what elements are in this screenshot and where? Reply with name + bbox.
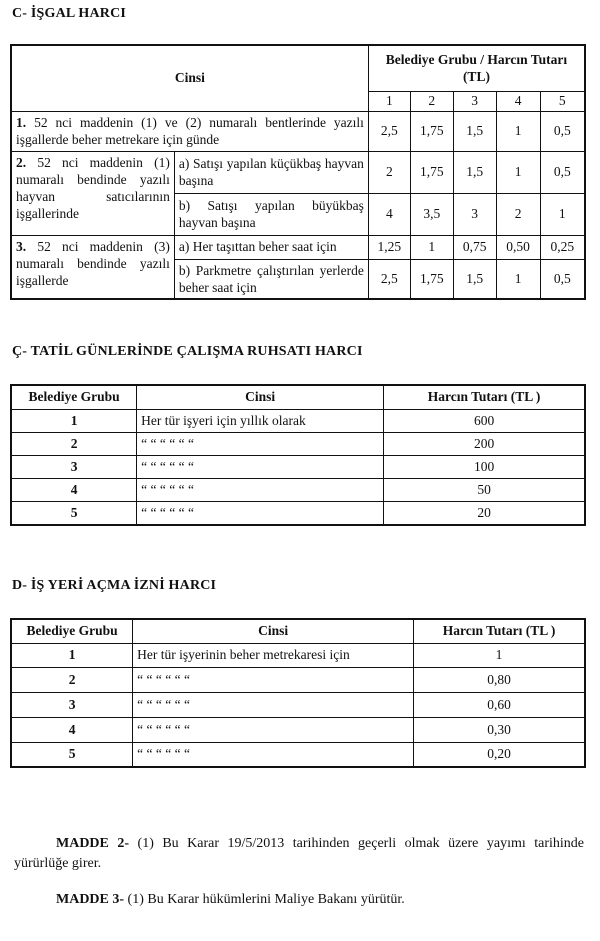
header-belediye-grubu: Belediye Grubu	[11, 385, 137, 409]
group-cell: 4	[11, 717, 133, 742]
row2b-value: 3,5	[410, 193, 453, 235]
madde-3-text: (1) Bu Karar hükümlerini Maliye Bakanı yürütür.	[124, 892, 405, 907]
madde-2-paragraph	[14, 834, 584, 874]
group-cell: 1	[11, 409, 137, 432]
table-row	[11, 455, 585, 478]
row2b-value: 3	[453, 193, 496, 235]
madde-2-text: (1) Bu Karar 19/5/2013 tarihinden geçerli olmak üzere yayımı tarihinde yürürlüğe girer.	[14, 836, 585, 871]
row2a-value: 0,5	[540, 151, 585, 193]
tatil-calisma-table	[10, 384, 586, 526]
header-harcin-tutari: Harcın Tutarı (TL )	[414, 619, 585, 643]
row3a-value: 0,50	[496, 235, 540, 259]
row3b-value: 1	[496, 259, 540, 299]
header-belediye-grubu: Belediye Grubu	[11, 619, 133, 643]
cinsi-cell: “ “ “ “ “ “	[137, 455, 384, 478]
group-number: 2	[410, 91, 453, 111]
cinsi-cell: “ “ “ “ “ “	[137, 432, 384, 455]
madde-3-label: MADDE 3-	[56, 892, 125, 907]
row1-value: 1,5	[453, 111, 496, 151]
is-yeri-acma-table	[10, 618, 586, 768]
table-row	[11, 667, 585, 692]
row2-sub-b: b) Satışı yapılan büyükbaş hayvan başına	[174, 193, 368, 235]
table-row	[11, 501, 585, 525]
group-number: 4	[496, 91, 540, 111]
header-cinsi: Cinsi	[11, 45, 368, 111]
group-cell: 3	[11, 455, 137, 478]
group-number: 5	[540, 91, 585, 111]
section-c2-title: Ç- TATİL GÜNLERİNDE ÇALIŞMA RUHSATI HARCI	[12, 344, 363, 359]
cinsi-cell: “ “ “ “ “ “	[137, 501, 384, 525]
row3a-value: 0,75	[453, 235, 496, 259]
row3b-value: 0,5	[540, 259, 585, 299]
amount-cell: 0,60	[414, 692, 585, 717]
row2a-value: 1,5	[453, 151, 496, 193]
row2-description	[11, 151, 174, 235]
group-number: 3	[453, 91, 496, 111]
madde-3-paragraph	[14, 890, 584, 910]
group-cell: 2	[11, 432, 137, 455]
section-c-title: C- İŞGAL HARCI	[12, 6, 127, 21]
row2b-value: 4	[368, 193, 410, 235]
row3b-value: 1,75	[410, 259, 453, 299]
table-row	[11, 432, 585, 455]
cinsi-cell: “ “ “ “ “ “	[133, 692, 414, 717]
table-row	[11, 478, 585, 501]
row2a-value: 1,75	[410, 151, 453, 193]
group-cell: 4	[11, 478, 137, 501]
row1-value: 0,5	[540, 111, 585, 151]
table-row	[11, 742, 585, 767]
row3-description	[11, 235, 174, 299]
cinsi-cell: “ “ “ “ “ “	[133, 717, 414, 742]
row1-text: 52 nci maddenin (1) ve (2) numaralı bentlerinde yazılı işgallerde beher metrekare için günde	[16, 115, 364, 147]
amount-cell: 100	[384, 455, 585, 478]
amount-cell: 600	[384, 409, 585, 432]
row3-number: 3.	[16, 238, 27, 254]
group-number: 1	[368, 91, 410, 111]
table-row	[11, 692, 585, 717]
table-row	[11, 717, 585, 742]
amount-cell: 200	[384, 432, 585, 455]
isgal-harci-table	[10, 44, 586, 300]
row2a-value: 1	[496, 151, 540, 193]
header-cinsi: Cinsi	[133, 619, 414, 643]
table-row	[11, 643, 585, 667]
amount-cell: 0,20	[414, 742, 585, 767]
amount-cell: 0,30	[414, 717, 585, 742]
row3-sub-a: a) Her taşıttan beher saat için	[174, 235, 368, 259]
row2a-value: 2	[368, 151, 410, 193]
row3b-value: 2,5	[368, 259, 410, 299]
group-cell: 1	[11, 643, 133, 667]
row3-text: 52 nci maddenin (3) numaralı bendinde yazılı işgallerde	[16, 238, 170, 288]
header-belediye-grubu: Belediye Grubu / Harcın Tutarı (TL)	[368, 45, 585, 91]
row3b-value: 1,5	[453, 259, 496, 299]
amount-cell: 20	[384, 501, 585, 525]
cinsi-cell: Her tür işyeri için yıllık olarak	[137, 409, 384, 432]
group-cell: 5	[11, 501, 137, 525]
amount-cell: 50	[384, 478, 585, 501]
section-d-title: D- İŞ YERİ AÇMA İZNİ HARCI	[12, 578, 217, 593]
header-harcin-tutari: Harcın Tutarı (TL )	[384, 385, 585, 409]
row3-sub-b: b) Parkmetre çalıştırılan yerlerde beher saat için	[174, 259, 368, 299]
row1-value: 1,75	[410, 111, 453, 151]
madde-2-label: MADDE 2-	[56, 836, 130, 851]
table-row	[11, 409, 585, 432]
row2b-value: 1	[540, 193, 585, 235]
row1-description	[11, 111, 368, 151]
header-cinsi: Cinsi	[137, 385, 384, 409]
amount-cell: 1	[414, 643, 585, 667]
row2-number: 2.	[16, 154, 27, 170]
cinsi-cell: “ “ “ “ “ “	[137, 478, 384, 501]
row3a-value: 0,25	[540, 235, 585, 259]
cinsi-cell: “ “ “ “ “ “	[133, 742, 414, 767]
row1-number: 1.	[16, 115, 27, 130]
row2-text: 52 nci maddenin (1) numaralı bendinde yazılı hayvan satıcılarının işgallerinde	[16, 154, 170, 221]
row2-sub-a: a) Satışı yapılan küçükbaş hayvan başına	[174, 151, 368, 193]
row3a-value: 1,25	[368, 235, 410, 259]
group-cell: 5	[11, 742, 133, 767]
row1-value: 2,5	[368, 111, 410, 151]
group-cell: 3	[11, 692, 133, 717]
row1-value: 1	[496, 111, 540, 151]
cinsi-cell: “ “ “ “ “ “	[133, 667, 414, 692]
group-cell: 2	[11, 667, 133, 692]
row2b-value: 2	[496, 193, 540, 235]
cinsi-cell: Her tür işyerinin beher metrekaresi için	[133, 643, 414, 667]
amount-cell: 0,80	[414, 667, 585, 692]
row3a-value: 1	[410, 235, 453, 259]
